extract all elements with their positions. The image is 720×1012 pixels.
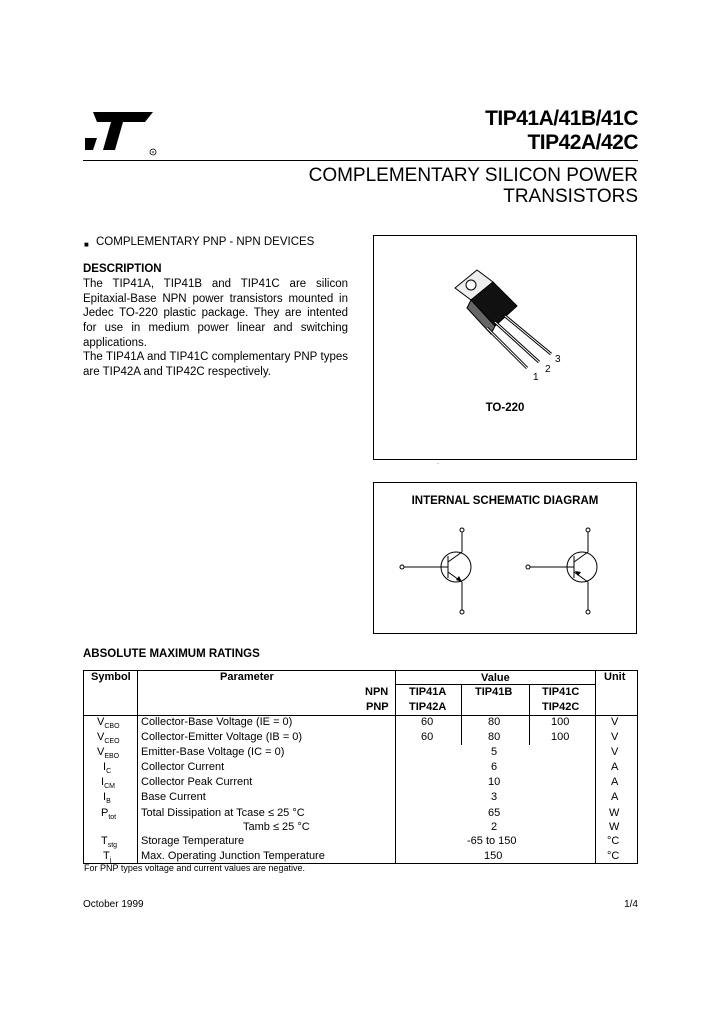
parameter-cell: Base Current [141,791,206,803]
col-parameter-header: Parameter [220,671,274,683]
symbol-cell: $V_{EBO}$ [97,746,120,761]
value-cell: 6 [491,761,498,773]
ratings-footnote: For PNP types voltage and current values are negative. [84,863,305,873]
symbol-cell: $T_j$ [103,850,112,865]
feature-bullet: COMPLEMENTARY PNP - NPN DEVICES [96,236,315,248]
value-cell: 60 [421,731,434,743]
npn-part: TIP41C [542,686,580,698]
value-cell: 3 [491,791,498,803]
unit-cell: V [611,746,619,758]
pin-3-label: 3 [555,354,561,365]
unit-cell: A [611,761,619,773]
symbol-cell: $I_{CM}$ [101,776,115,791]
value-cell: -65 to 150 [467,835,517,847]
unit-cell: W [609,807,620,819]
symbol-cell: $T_{stg}$ [101,835,118,850]
unit-cell: A [611,776,619,788]
parameter-cell: Tamb ≤ 25 °C [243,821,310,833]
svg-text:R: R [151,149,155,155]
pin-1-label: 1 [533,372,539,383]
unit-cell: W [609,821,620,833]
symbol-cell: $I_C$ [103,761,112,776]
npn-part: TIP41A [409,686,447,698]
symbol-cell: $I_B$ [103,791,111,806]
value-cell: 80 [488,731,501,743]
package-dot: · [437,461,439,467]
schematic-title: INTERNAL SCHEMATIC DIAGRAM [411,495,599,507]
value-cell: 2 [491,821,498,833]
symbol-cell: $V_{CBO}$ [97,716,120,731]
parameter-cell: Total Dissipation at Tcase ≤ 25 °C [141,807,305,819]
schematic-diagram [374,510,636,632]
col-symbol-header: Symbol [91,671,131,683]
title-divider [83,160,638,161]
value-cell: 65 [488,807,501,819]
pnp-label: PNP [366,701,389,713]
parameter-cell: Collector Current [141,761,225,773]
footer-date: October 1999 [83,899,144,910]
description-paragraph-2: The TIP41A and TIP41C complementary PNP types are TIP42A and TIP42C respectively. [83,351,348,378]
unit-cell: V [611,716,619,728]
value-cell: 60 [421,716,434,728]
unit-cell: °C [607,835,620,847]
value-cell: 100 [551,716,570,728]
value-cell: 80 [488,716,501,728]
npn-label: NPN [365,686,389,698]
description-heading: DESCRIPTION [83,263,162,275]
part-number-title-1: TIP41A/41B/41C [485,107,638,130]
to220-package-drawing [447,268,587,386]
value-cell: 5 [491,746,498,758]
part-number-title-2: TIP42A/42C [527,131,638,154]
pnp-part: TIP42C [542,701,580,713]
unit-cell: V [611,731,619,743]
description-paragraph-1: The TIP41A, TIP41B and TIP41C are silicon Epitaxial-Base NPN power transistors mounted in Jedec TO-220 plastic package. They are intented for use in medium power linear and switching applications. [83,278,348,349]
bullet-icon: ■ [84,240,89,249]
parameter-cell: Storage Temperature [141,835,245,847]
value-cell: 10 [488,776,501,788]
col-value-header: Value [481,672,510,684]
pnp-part: TIP42A [409,701,447,713]
footer-page-number: 1/4 [624,899,638,910]
subtitle-line-2: TRANSISTORS [503,186,638,207]
package-label: TO-220 [485,402,525,414]
ratings-title: ABSOLUTE MAXIMUM RATINGS [83,648,260,660]
unit-cell: A [611,791,619,803]
subtitle-line-1: COMPLEMENTARY SILICON POWER [308,165,638,186]
npn-part: TIP41B [475,686,513,698]
parameter-cell: Collector-Base Voltage (IE = 0) [141,716,293,728]
pin-2-label: 2 [545,364,551,375]
symbol-cell: $V_{CEO}$ [97,731,120,746]
st-logo [83,108,159,158]
ratings-table [83,670,638,864]
unit-cell: °C [607,850,620,862]
value-cell: 150 [484,850,503,862]
col-unit-header: Unit [604,671,626,683]
parameter-cell: Collector-Emitter Voltage (IB = 0) [141,731,303,743]
parameter-cell: Collector Peak Current [141,776,253,788]
value-cell: 100 [551,731,570,743]
parameter-cell: Max. Operating Junction Temperature [141,850,325,862]
parameter-cell: Emitter-Base Voltage (IC = 0) [141,746,285,758]
symbol-cell: $P_{tot}$ [101,807,117,822]
